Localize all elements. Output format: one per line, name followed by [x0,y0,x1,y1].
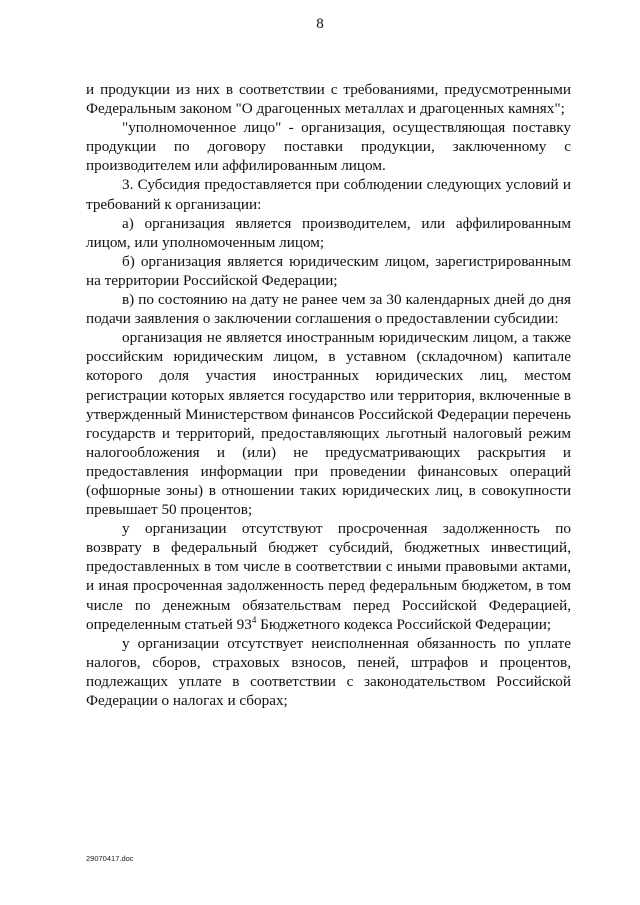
paragraph-clause-3: 3. Субсидия предоставляется при соблюдении следующих условий и требований к организации: [86,176,571,213]
overdue-debt-text: у организации отсутствуют просроченная задолженность по возврату в федеральный бюджет субсидий, бюджетных инвестиций, предоставленных в том числе в соответствии с иными правовыми актами, и иная просроченная задолженность перед федеральным бюджетом, в том числе по денежным обязательствам перед Российской Федерацией, определенным статьей 93 [86,520,571,633]
paragraph-foreign-entity-condition: организация не является иностранным юридическим лицом, а также российским юридическим лицом, в уставном (складочном) капитале которого доля участия иностранных юридических лиц, местом регистрации которых является государство или территория, включенные в утвержденный Министерством финансов Российской Федерации перечень государств и территорий, предоставляющих льготный налоговый режим налогообложения и (или) не предусматривающих раскрытия и предоставления информации при проведении финансовых операций (офшорные зоны) в отношении таких юридических лиц, в совокупности превышает 50 процентов; [86,329,571,519]
page-number: 8 [316,16,324,32]
overdue-debt-text-end: Бюджетного кодекса Российской Федерации; [256,615,552,633]
paragraph-tax-obligation-condition: у организации отсутствует неисполненная обязанность по уплате налогов, сборов, страховых взносов, пеней, штрафов и процентов, подлежащих уплате в соответствии с законодательством Российской Федерации о налогах и сборах; [86,634,571,709]
paragraph-item-b: б) организация является юридическим лицом, зарегистрированным на территории Российской Федерации; [86,252,571,289]
paragraph-continuation: и продукции из них в соответствии с требованиями, предусмотренными Федеральным законом "О драгоценных металлах и драгоценных камнях"; [86,81,571,118]
paragraph-item-a: а) организация является производителем, или аффилированным лицом, или уполномоченным лицом; [86,214,571,251]
document-body [86,80,571,710]
document-filename-footer: 29070417.doc [86,854,134,863]
paragraph-item-v: в) по состоянию на дату не ранее чем за 30 календарных дней до дня подачи заявления о заключении соглашения о предоставлении субсидии: [86,291,571,328]
paragraph-authorized-person-definition: "уполномоченное лицо" - организация, осуществляющая поставку продукции по договору поставки продукции, заключенному с производителем или аффилированным лицом. [86,119,571,175]
article-superscript: 4 [251,614,257,625]
paragraph-overdue-debt-condition [86,519,571,634]
